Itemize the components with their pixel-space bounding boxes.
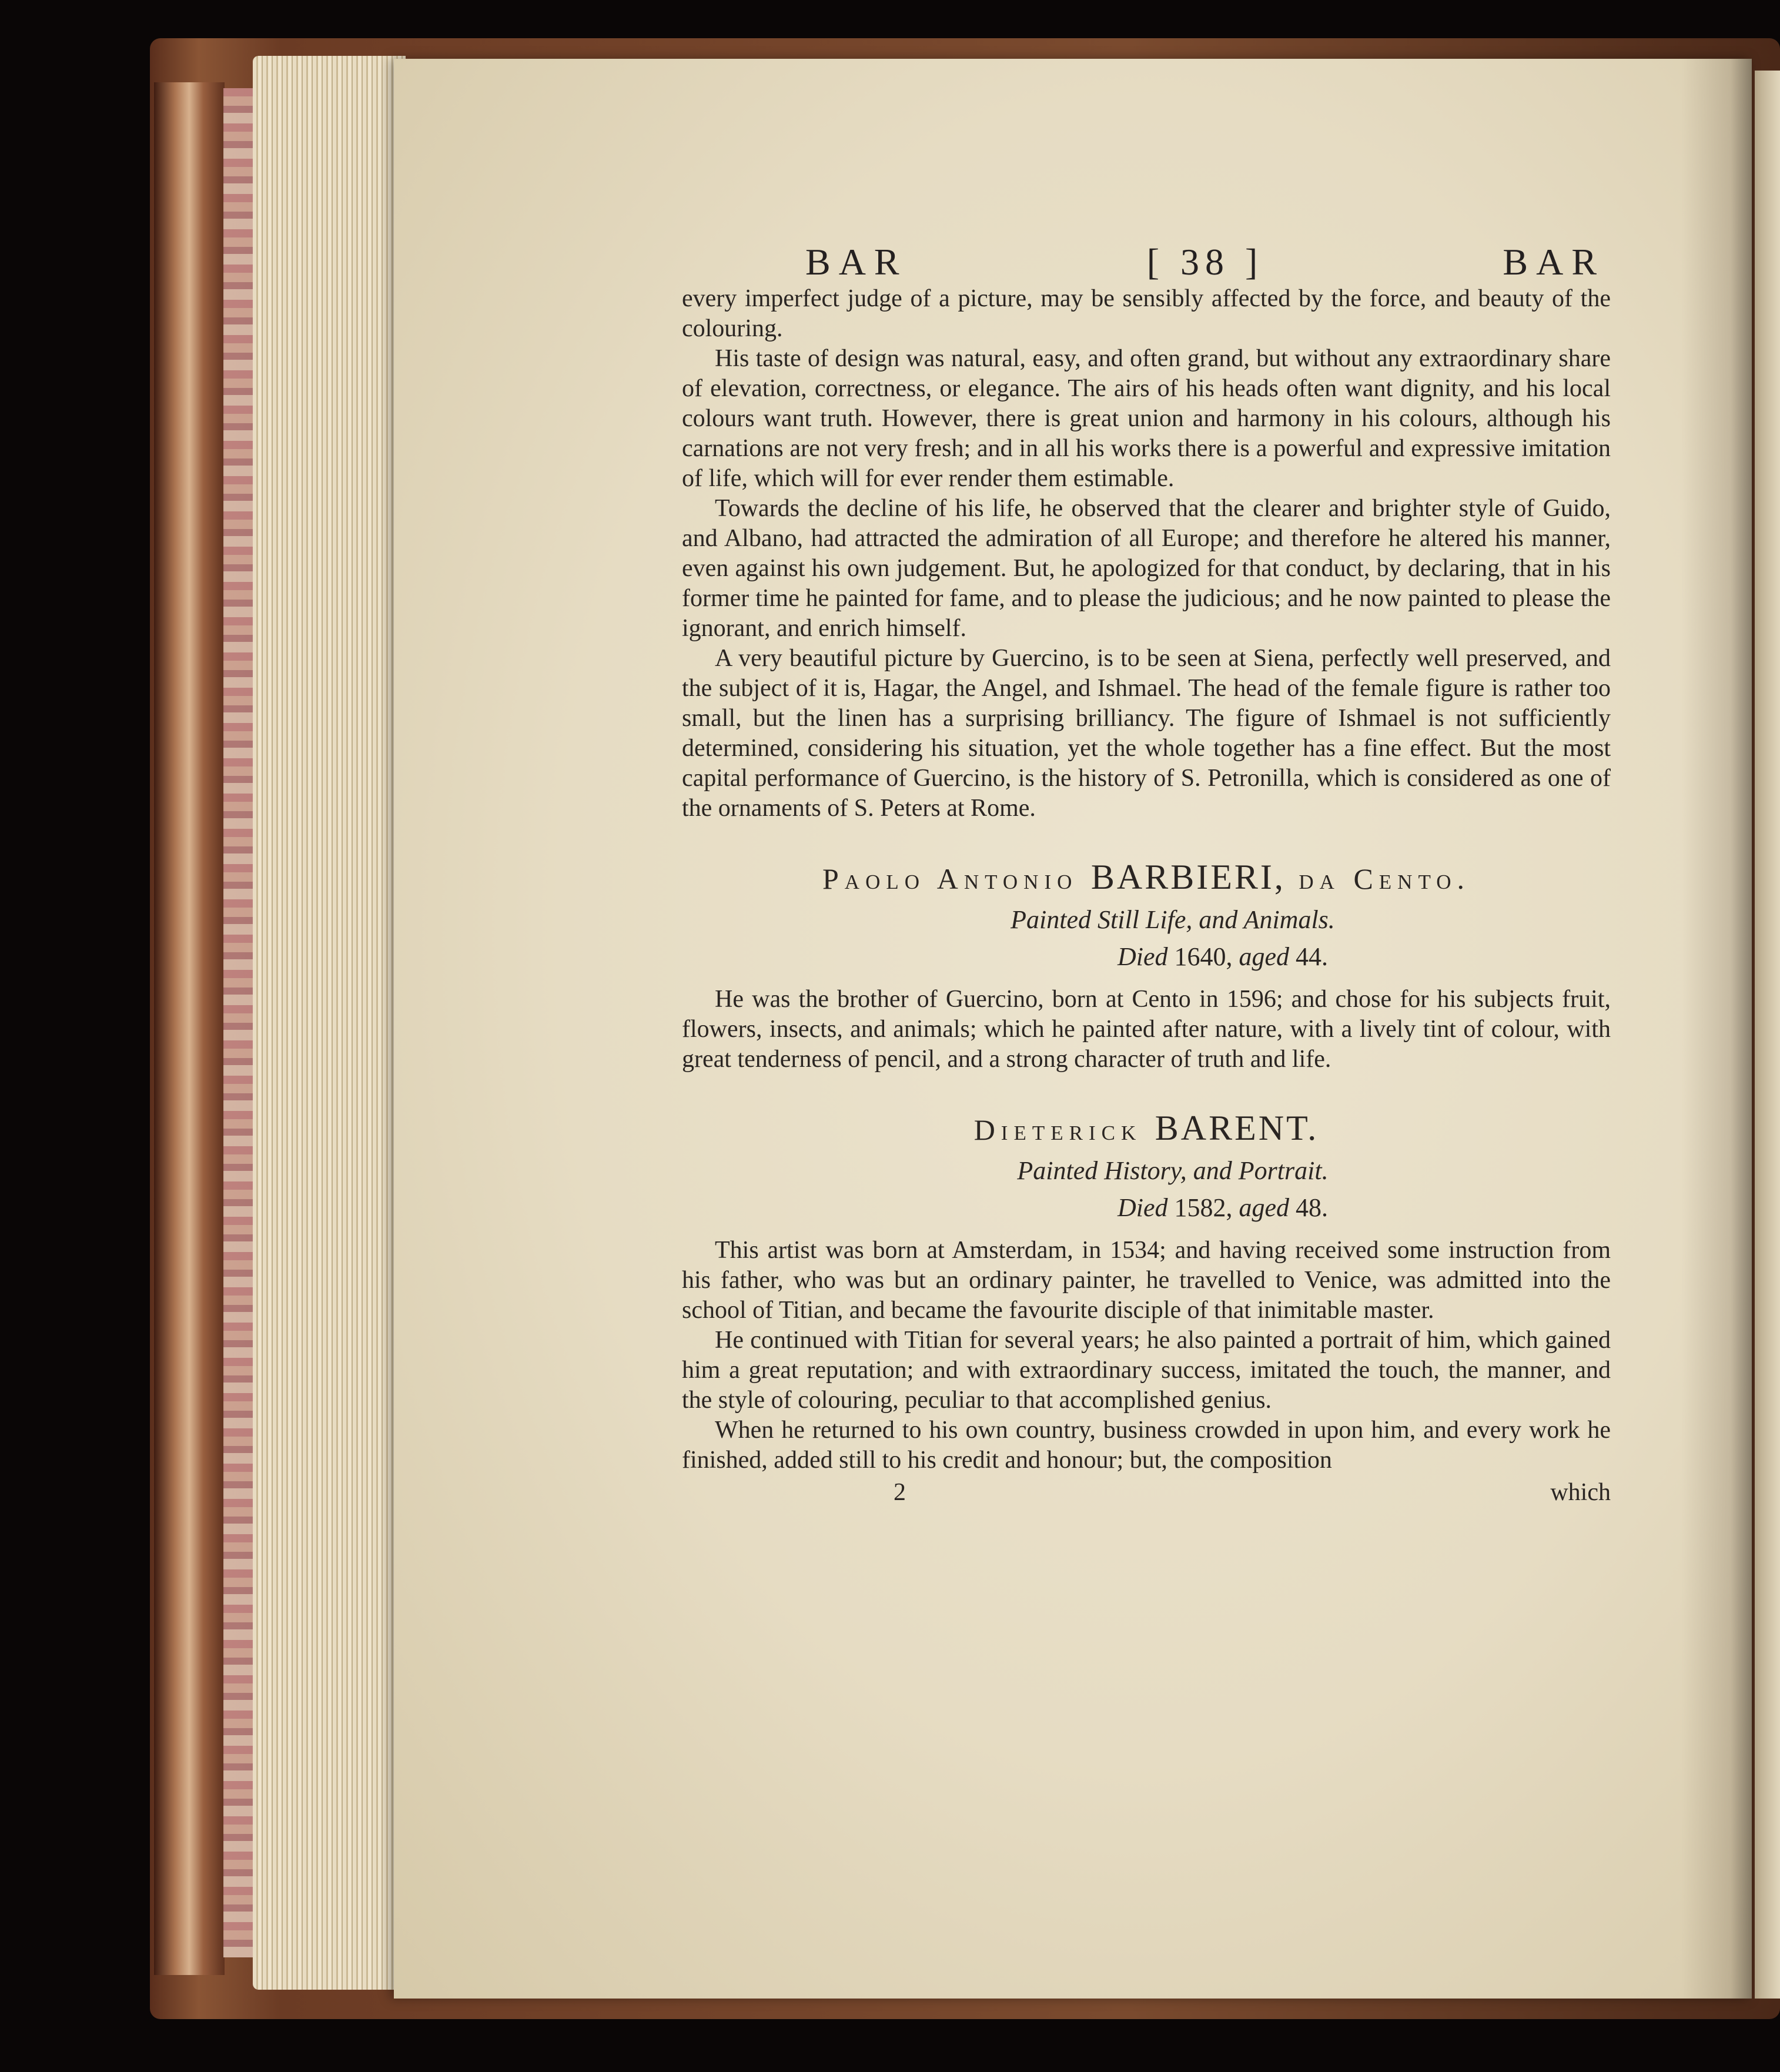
entry-title — [682, 1109, 1611, 1147]
worn-spine-edge — [154, 82, 225, 1975]
entry-surname: BARENT. — [1155, 1109, 1319, 1147]
page-footer — [682, 1478, 1611, 1508]
catchword: which — [1550, 1479, 1611, 1506]
page-block-edges — [253, 56, 406, 1990]
aged-value: 44. — [1296, 942, 1329, 971]
entry-died — [682, 1193, 1611, 1223]
entry-given-names: Paolo Antonio — [822, 862, 1078, 895]
header-right: BAR — [1503, 241, 1605, 283]
signature-mark: 2 — [894, 1479, 906, 1506]
aged-label: aged — [1239, 1193, 1290, 1222]
aged-label: aged — [1239, 942, 1290, 971]
died-year: 1640, — [1174, 942, 1233, 971]
entry-title — [682, 858, 1611, 896]
entry-painted: Painted Still Life, and Animals. — [1011, 905, 1335, 934]
paragraph: When he returned to his own country, business crowded in upon him, and every work he finished, added still to his credit and honour; but, the composition — [682, 1417, 1611, 1474]
entry-given-names: Dieterick — [973, 1113, 1142, 1146]
paragraph: This artist was born at Amsterdam, in 1534; and having received some instruction from his father, who was but an ordinary painter, he travelled to Venice, was admitted into the school of Titian, and became the favourite disciple of that inimitable master. — [682, 1237, 1611, 1324]
aged-value: 48. — [1296, 1193, 1329, 1222]
paragraph: His taste of design was natural, easy, and often grand, but without any extraordinary share of elevation, correctness, or elegance. The airs of his heads often want dignity, and his local colours want truth. However, there is great union and harmony in his colours, although his carnations are not very fresh; and in all his works there is a powerful and expressive imitation of life, which will for ever render them estimable. — [682, 345, 1611, 492]
page-number: [ 38 ] — [1146, 241, 1264, 283]
paragraph: A very beautiful picture by Guercino, is to be seen at Siena, perfectly well preserved, and the subject of it is, Hagar, the Angel, and Ishmael. The head of the female figure is rather too small, but the linen has a surprising brilliancy. The figure of Ishmael is not sufficiently determined, considering his situation, yet the whole together has a fine effect. But the most capital performance of Guercino, is the history of S. Petronilla, which is considered as one of the ornaments of S. Peters at Rome. — [682, 645, 1611, 822]
facing-page-edge — [1755, 71, 1780, 1999]
entry-surname: BARBIERI, — [1090, 858, 1286, 896]
paragraph: Towards the decline of his life, he observed that the clearer and brighter style of Guido, and Albano, had attracted the admiration of all Europe; and therefore he altered his manner, even against his own judgement. But, he apologized for that conduct, by declaring, that in his former time he painted for fame, and to please the judicious; and he now painted to please the ignorant, and enrich himself. — [682, 495, 1611, 642]
page-text — [682, 241, 1611, 1508]
page-gutter-shadow — [1681, 59, 1752, 1999]
died-label: Died — [1117, 1193, 1168, 1222]
running-header — [682, 241, 1611, 283]
died-year: 1582, — [1174, 1193, 1233, 1222]
entry-painted: Painted History, and Portrait. — [1017, 1156, 1329, 1185]
paragraph: every imperfect judge of a picture, may be sensibly affected by the force, and beauty of the colouring. — [682, 285, 1611, 342]
entry-suffix: da Cento. — [1299, 862, 1470, 895]
paragraph: He was the brother of Guercino, born at Cento in 1596; and chose for his subjects fruit, flowers, insects, and animals; which he painted after nature, with a lively tint of colour, with great tenderness of pencil, and a strong character of truth and life. — [682, 986, 1611, 1073]
entry-died — [682, 942, 1611, 972]
header-left: BAR — [805, 241, 908, 283]
paragraph: He continued with Titian for several years; he also painted a portrait of him, which gained him a great reputation; and with extraordinary success, imitated the touch, the manner, and the style of colouring, peculiar to that accomplished genius. — [682, 1327, 1611, 1414]
died-label: Died — [1117, 942, 1168, 971]
